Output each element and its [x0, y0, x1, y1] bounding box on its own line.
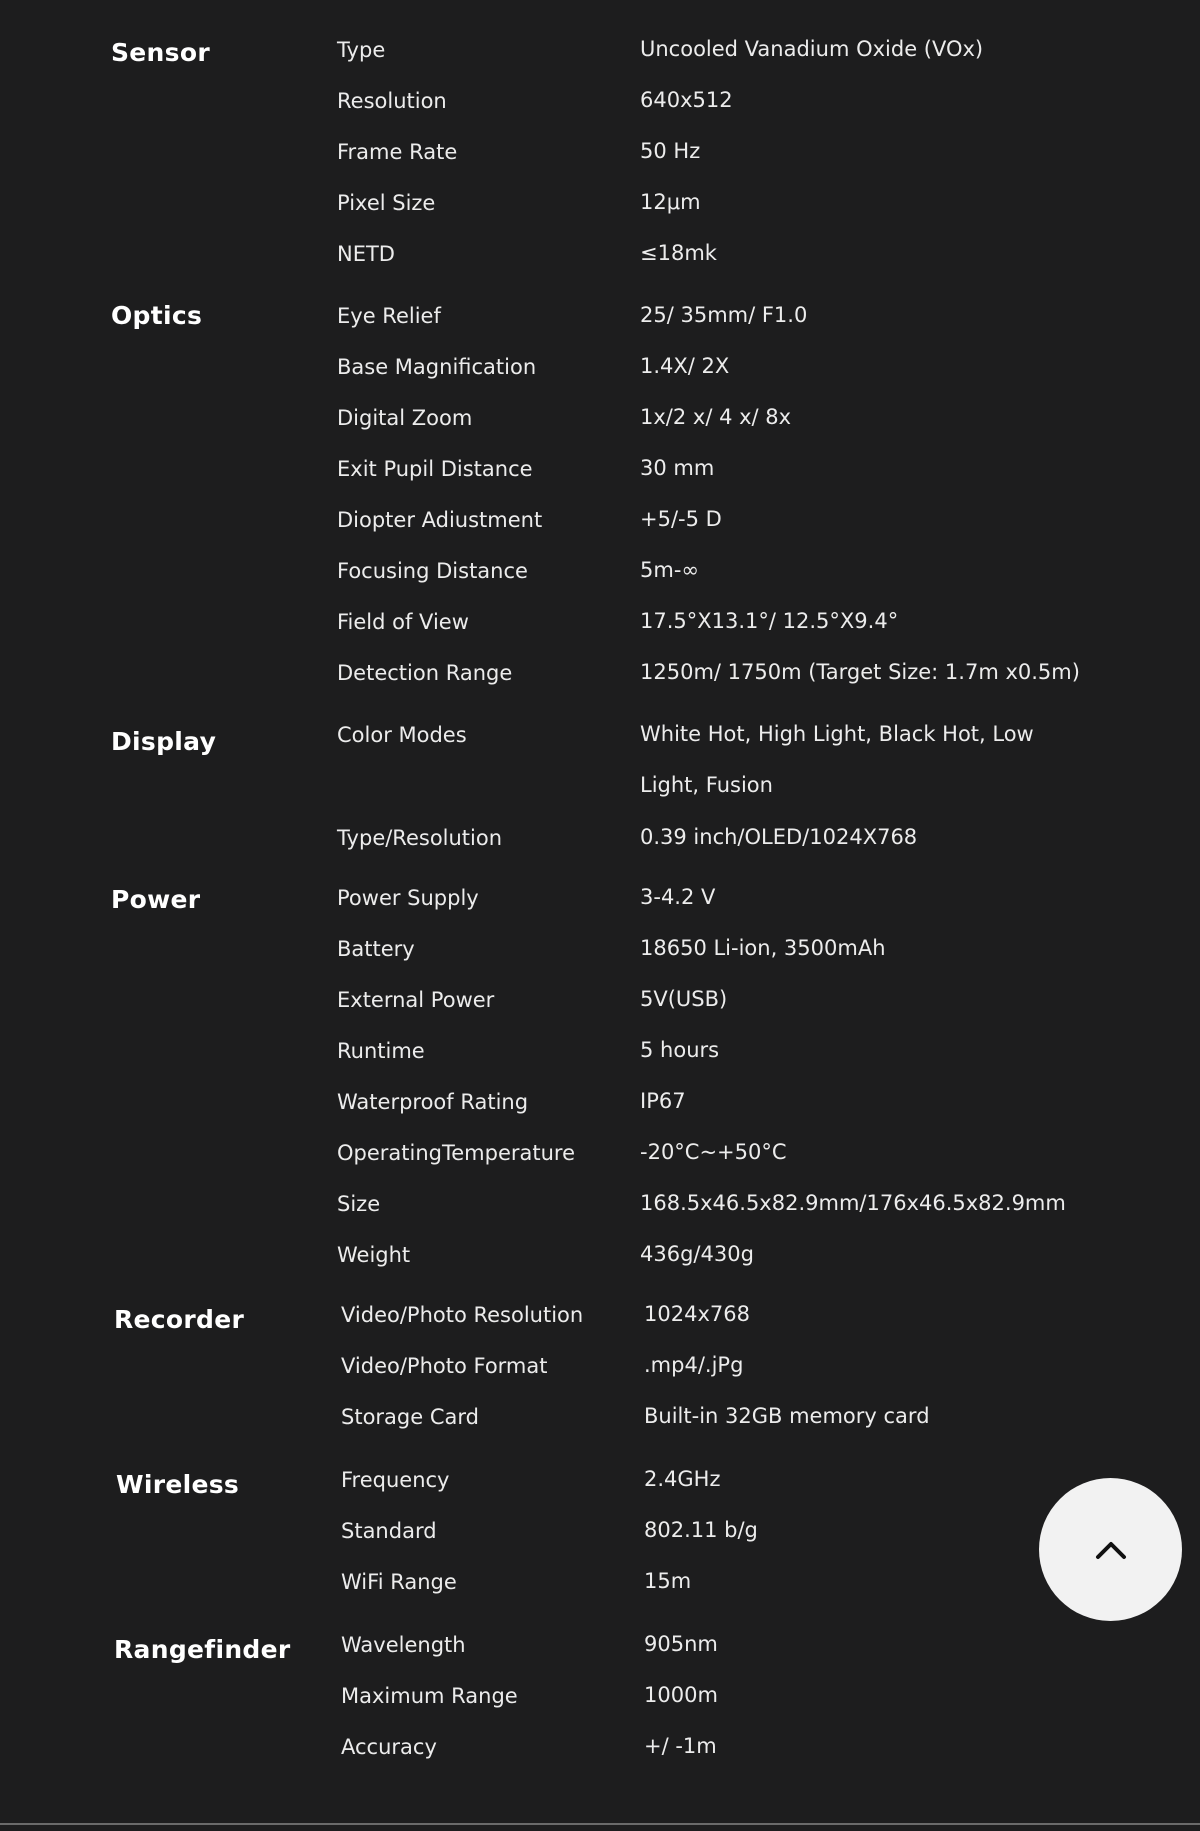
spec-value: 5 hours	[640, 1038, 720, 1062]
spec-value: 1024x768	[644, 1302, 750, 1326]
spec-value: 1.4X/ 2X	[640, 354, 730, 378]
spec-label: Exit Pupil Distance	[337, 457, 533, 481]
spec-value: 1250m/ 1750m (Target Size: 1.7m x0.5m)	[640, 660, 1080, 684]
spec-value: -20°C~+50°C	[640, 1140, 787, 1164]
spec-row	[0, 140, 1200, 191]
section-title: Optics	[111, 301, 203, 330]
spec-label: Video/Photo Resolution	[341, 1303, 584, 1327]
spec-value: 0.39 inch/OLED/1024X768	[640, 825, 918, 849]
spec-label: Eye Relief	[337, 304, 441, 328]
spec-label: Wavelength	[341, 1633, 466, 1657]
spec-row	[0, 1192, 1200, 1243]
spec-label: Type/Resolution	[337, 826, 503, 850]
spec-label: Accuracy	[341, 1735, 437, 1759]
spec-row	[0, 457, 1200, 508]
back-to-top-button[interactable]	[1039, 1478, 1182, 1621]
bottom-divider	[0, 1823, 1200, 1825]
spec-value: +5/-5 D	[640, 507, 722, 531]
spec-row	[0, 508, 1200, 559]
spec-row	[0, 304, 1200, 355]
spec-label: Detection Range	[337, 661, 513, 685]
spec-value: 1000m	[644, 1683, 718, 1707]
spec-row	[0, 1570, 1200, 1621]
spec-label: External Power	[337, 988, 495, 1012]
spec-value: 1x/2 x/ 4 x/ 8x	[640, 405, 792, 429]
spec-value: 905nm	[644, 1632, 718, 1656]
spec-row	[0, 826, 1200, 877]
spec-value: 5V(USB)	[640, 987, 728, 1011]
spec-value: IP67	[640, 1089, 686, 1113]
spec-row	[0, 1735, 1200, 1786]
spec-label: Pixel Size	[337, 191, 436, 215]
spec-value: ≤18mk	[640, 241, 717, 265]
spec-value: +/ -1m	[644, 1734, 717, 1758]
spec-row	[0, 1633, 1200, 1684]
spec-value: 12μm	[640, 190, 701, 214]
spec-value: 25/ 35mm/ F1.0	[640, 303, 808, 327]
spec-row	[0, 937, 1200, 988]
spec-label: Focusing Distance	[337, 559, 528, 583]
spec-value: 168.5x46.5x82.9mm/176x46.5x82.9mm	[640, 1191, 1066, 1215]
spec-row	[0, 723, 1200, 825]
spec-value: 3-4.2 V	[640, 885, 716, 909]
spec-label: Runtime	[337, 1039, 425, 1063]
spec-label: Frame Rate	[337, 140, 458, 164]
spec-row	[0, 38, 1200, 89]
spec-row	[0, 242, 1200, 293]
section-title: Rangefinder	[114, 1635, 291, 1664]
spec-label: Base Magnification	[337, 355, 537, 379]
spec-label: Standard	[341, 1519, 437, 1543]
spec-label: Battery	[337, 937, 415, 961]
chevron-up-icon	[1091, 1530, 1131, 1570]
spec-label: Resolution	[337, 89, 447, 113]
spec-label: Storage Card	[341, 1405, 479, 1429]
spec-value: 17.5°X13.1°/ 12.5°X9.4°	[640, 609, 899, 633]
section-title: Sensor	[111, 38, 210, 67]
spec-label: Diopter Adiustment	[337, 508, 543, 532]
spec-label: Weight	[337, 1243, 411, 1267]
spec-label: Waterproof Rating	[337, 1090, 529, 1114]
spec-row	[0, 1468, 1200, 1519]
spec-value: Built-in 32GB memory card	[644, 1404, 930, 1428]
spec-label: Power Supply	[337, 886, 479, 910]
spec-row	[0, 1405, 1200, 1456]
spec-label: Color Modes	[337, 723, 467, 747]
spec-row	[0, 886, 1200, 937]
spec-row	[0, 1243, 1200, 1294]
spec-label: NETD	[337, 242, 395, 266]
spec-value: 436g/430g	[640, 1242, 754, 1266]
spec-value: 2.4GHz	[644, 1467, 721, 1491]
spec-label: Field of View	[337, 610, 469, 634]
spec-value: 50 Hz	[640, 139, 701, 163]
spec-label: Video/Photo Format	[341, 1354, 548, 1378]
spec-row	[0, 661, 1200, 712]
spec-value: Uncooled Vanadium Oxide (VOx)	[640, 37, 984, 61]
spec-label: Maximum Range	[341, 1684, 518, 1708]
spec-value: .mp4/.jPg	[644, 1353, 744, 1377]
spec-row	[0, 1519, 1200, 1570]
spec-value: 18650 Li-ion, 3500mAh	[640, 936, 886, 960]
spec-value: 5m-∞	[640, 558, 699, 582]
section-title: Recorder	[114, 1305, 245, 1334]
section-title: Wireless	[116, 1470, 240, 1499]
spec-label: Type	[337, 38, 386, 62]
spec-row	[0, 1354, 1200, 1405]
spec-row	[0, 355, 1200, 406]
spec-row	[0, 988, 1200, 1039]
spec-value: 802.11 b/g	[644, 1518, 758, 1542]
spec-row	[0, 559, 1200, 610]
spec-label: OperatingTemperature	[337, 1141, 576, 1165]
spec-row	[0, 406, 1200, 457]
spec-label: WiFi Range	[341, 1570, 457, 1594]
spec-row	[0, 1039, 1200, 1090]
spec-label: Digital Zoom	[337, 406, 473, 430]
spec-row	[0, 89, 1200, 140]
section-title: Power	[111, 885, 201, 914]
section-title: Display	[111, 727, 217, 756]
spec-value: White Hot, High Light, Black Hot, Low Light, Fusion	[640, 722, 1034, 797]
spec-label: Frequency	[341, 1468, 450, 1492]
spec-value: 15m	[644, 1569, 692, 1593]
spec-label: Size	[337, 1192, 381, 1216]
spec-row	[0, 1303, 1200, 1354]
spec-value: 30 mm	[640, 456, 715, 480]
spec-row	[0, 1684, 1200, 1735]
spec-value: 640x512	[640, 88, 733, 112]
spec-row	[0, 191, 1200, 242]
spec-row	[0, 1090, 1200, 1141]
